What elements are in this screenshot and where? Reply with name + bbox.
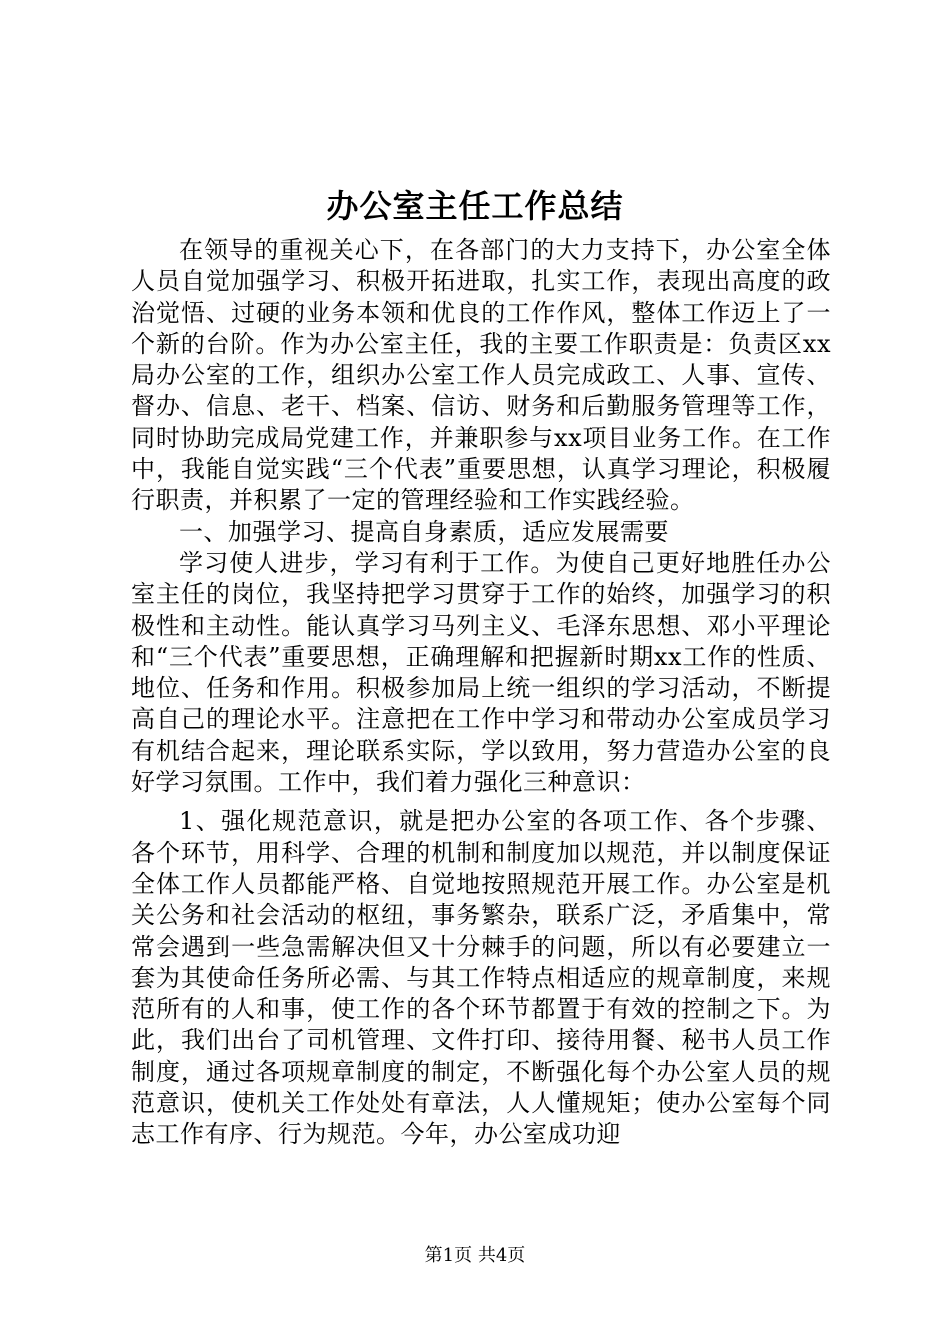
paragraph-intro: 在领导的重视关心下，在各部门的大力支持下，办公室全体人员自觉加强学习、积极开拓进取，扎实工作，表现出高度的政治觉悟、过硬的业务本领和优良的工作作风，整体工作迈上了一个新的台阶。作为办公室主任，我的主要工作职责是：负责区xx局办公室的工作，组织办公室工作人员完成政工、人事、宣传、督办、信息、老干、档案、信访、财务和后勤服务管理等工作，同时协助完成局党建工作，并兼职参与xx项目业务工作。在工作中，我能自觉实践“三个代表”重要思想，认真学习理论，积极履行职责，并积累了一定的管理经验和工作实践经验。 [131,236,831,515]
section-heading: 一、加强学习、提高自身素质，适应发展需要 [179,517,669,546]
paragraph-item-1: 1、强化规范意识，就是把办公室的各项工作、各个步骤、各个环节，用科学、合理的机制和制度加以规范，并以制度保证全体工作人员都能严格、自觉地按照规范开展工作。办公室是机关公务和社会活动的枢纽，事务繁杂，联系广泛，矛盾集中，常常会遇到一些急需解决但又十分棘手的问题，所以有必要建立一套为其使命任务所必需、与其工作特点相适应的规章制度，来规范所有的人和事，使工作的各个环节都置于有效的控制之下。为此，我们出台了司机管理、文件打印、接待用餐、秘书人员工作制度，通过各项规章制度的制定，不断强化每个办公室人员的规范意识，使机关工作处处有章法，人人懂规矩；使办公室每个同志工作有序、行为规范。今年，办公室成功迎 [131,807,831,1149]
document-body [131,235,831,1151]
paragraph-study: 学习使人进步，学习有利于工作。为使自己更好地胜任办公室主任的岗位，我坚持把学习贯穿于工作的始终，加强学习的积极性和主动性。能认真学习马列主义、毛泽东思想、邓小平理论和“三个代表”重要思想，正确理解和把握新时期xx工作的性质、地位、任务和作用。积极参加局上统一组织的学习活动，不断提高自己的理论水平。注意把在工作中学习和带动办公室成员学习有机结合起来，理论联系实际，学以致用，努力营造办公室的良好学习氛围。工作中，我们着力强化三种意识： [131,548,831,797]
document-title: 办公室主任工作总结 [326,187,624,225]
page-footer: 第1页 共4页 [424,1245,526,1266]
